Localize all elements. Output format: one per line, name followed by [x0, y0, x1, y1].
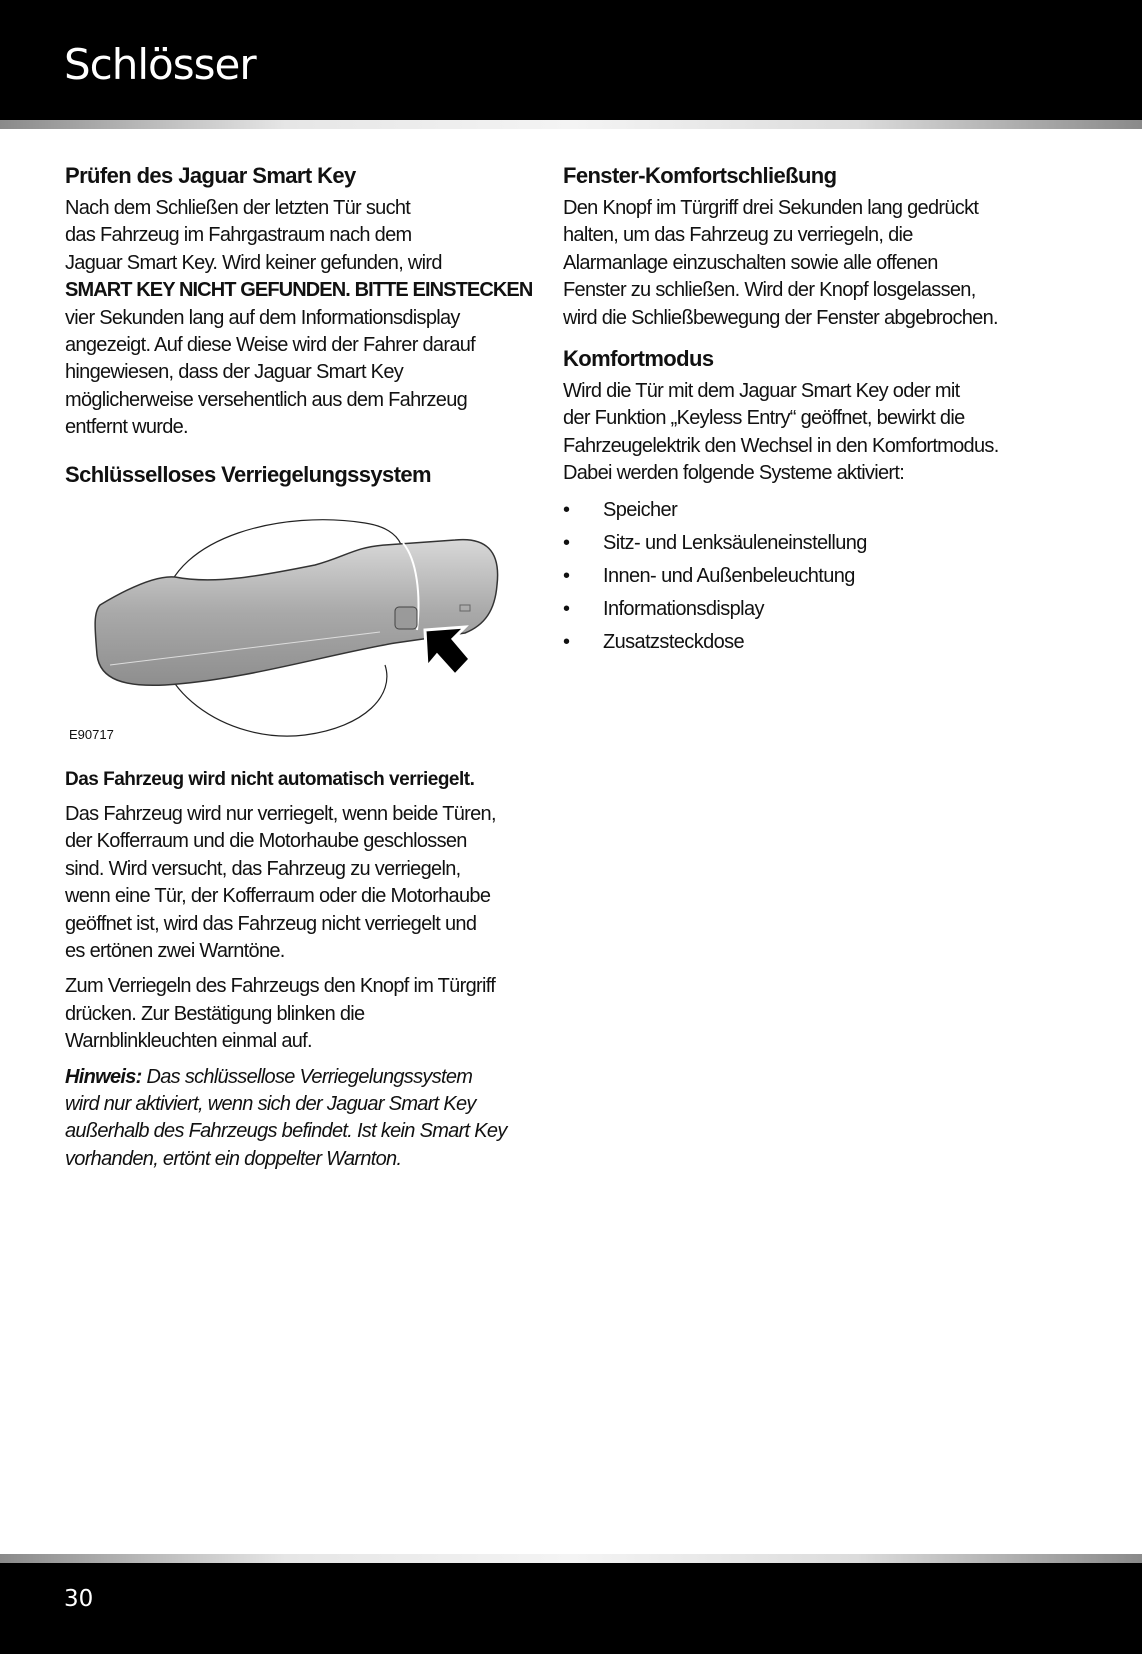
bullet-icon: • [563, 498, 571, 521]
text-line: Den Knopf im Türgriff drei Sekunden lang gedrückt [563, 197, 979, 219]
list-item-text: Innen- und Außenbeleuchtung [603, 564, 855, 587]
text-line: der Funktion „Keyless Entry“ geöffnet, bewirkt die [563, 407, 965, 430]
section-heading: Prüfen des Jaguar Smart Key [65, 163, 356, 188]
text-line: drücken. Zur Bestätigung blinken die [65, 1002, 365, 1025]
left-column [65, 161, 535, 442]
bullet-list [563, 497, 1033, 667]
page-number: 30 [64, 1586, 94, 1612]
text-line: entfernt wurde. [65, 416, 188, 439]
text-line: das Fahrzeug im Fahrgastraum nach dem [65, 224, 412, 247]
text-line: hingewiesen, dass der Jaguar Smart Key [65, 361, 404, 384]
text-line: wenn eine Tür, der Kofferraum oder die Motorhaube [65, 885, 491, 908]
right-column [563, 161, 1033, 667]
text-line: der Kofferraum und die Motorhaube geschlossen [65, 830, 467, 853]
paragraph [65, 801, 535, 965]
text-line: sind. Wird versucht, das Fahrzeug zu verriegeln, [65, 857, 461, 880]
paragraph [563, 195, 1033, 332]
text-line: Fahrzeugelektrik den Wechsel in den Komfortmodus. [563, 434, 999, 457]
text-line: Das Fahrzeug wird nur verriegelt, wenn beide Türen, [65, 803, 496, 825]
note-label: Hinweis: [65, 1065, 142, 1088]
text-line: halten, um das Fahrzeug zu verriegeln, die [563, 224, 913, 247]
header-divider [0, 120, 1142, 129]
text-line: außerhalb des Fahrzeugs befindet. Ist kein Smart Key [65, 1120, 507, 1143]
text-line: vorhanden, ertönt ein doppelter Warnton. [65, 1147, 402, 1170]
left-section-2-body [65, 766, 535, 1173]
page-header [0, 0, 1142, 120]
text-line: Das schlüssellose Verriegelungssystem [141, 1065, 473, 1088]
text-line: Dabei werden folgende Systeme aktiviert: [563, 462, 905, 485]
display-message: SMART KEY NICHT GEFUNDEN. BITTE EINSTECKEN [65, 279, 533, 302]
left-section-2 [65, 460, 535, 490]
text-line: Zum Verriegeln des Fahrzeugs den Knopf im Türgriff [65, 975, 496, 998]
bullet-icon: • [563, 564, 571, 587]
figure-label: E90717 [69, 727, 114, 742]
door-handle-illustration [65, 515, 505, 745]
text-line: Fenster zu schließen. Wird der Knopf losgelassen, [563, 279, 976, 302]
section-heading: Schlüsselloses Verriegelungssystem [65, 462, 432, 487]
list-item-text: Informationsdisplay [603, 597, 764, 620]
note [65, 1064, 535, 1174]
text-line: Wird die Tür mit dem Jaguar Smart Key oder mit [563, 380, 960, 403]
text-line: möglicherweise versehentlich aus dem Fahrzeug [65, 388, 468, 411]
text-line: Nach dem Schließen der letzten Tür sucht [65, 197, 411, 219]
section-heading: Fenster-Komfortschließung [563, 163, 837, 188]
paragraph [65, 195, 535, 442]
footer-divider [0, 1554, 1142, 1563]
chapter-title: Schlösser [64, 40, 256, 89]
text-line: wird die Schließbewegung der Fenster abgebrochen. [563, 306, 998, 329]
text-line: geöffnet ist, wird das Fahrzeug nicht verriegelt und [65, 912, 477, 935]
subheading: Das Fahrzeug wird nicht automatisch verriegelt. [65, 769, 475, 790]
list-item-text: Speicher [603, 498, 678, 521]
paragraph [65, 973, 535, 1055]
text-line: es ertönen zwei Warntöne. [65, 940, 285, 963]
page-footer [0, 1563, 1142, 1654]
list-item-text: Sitz- und Lenksäuleneinstellung [603, 531, 867, 554]
text-line: Jaguar Smart Key. Wird keiner gefunden, wird [65, 251, 442, 274]
bullet-icon: • [563, 597, 571, 620]
text-line: Alarmanlage einzuschalten sowie alle offenen [563, 251, 938, 274]
bullet-icon: • [563, 531, 571, 554]
paragraph [563, 378, 1033, 488]
bullet-icon: • [563, 630, 571, 653]
section-heading: Komfortmodus [563, 346, 714, 372]
text-line: Warnblinkleuchten einmal auf. [65, 1030, 312, 1053]
text-line: vier Sekunden lang auf dem Informationsdisplay [65, 306, 460, 329]
text-line: wird nur aktiviert, wenn sich der Jaguar Smart Key [65, 1093, 476, 1116]
list-item-text: Zusatzsteckdose [603, 630, 745, 653]
text-line: angezeigt. Auf diese Weise wird der Fahrer darauf [65, 334, 476, 357]
